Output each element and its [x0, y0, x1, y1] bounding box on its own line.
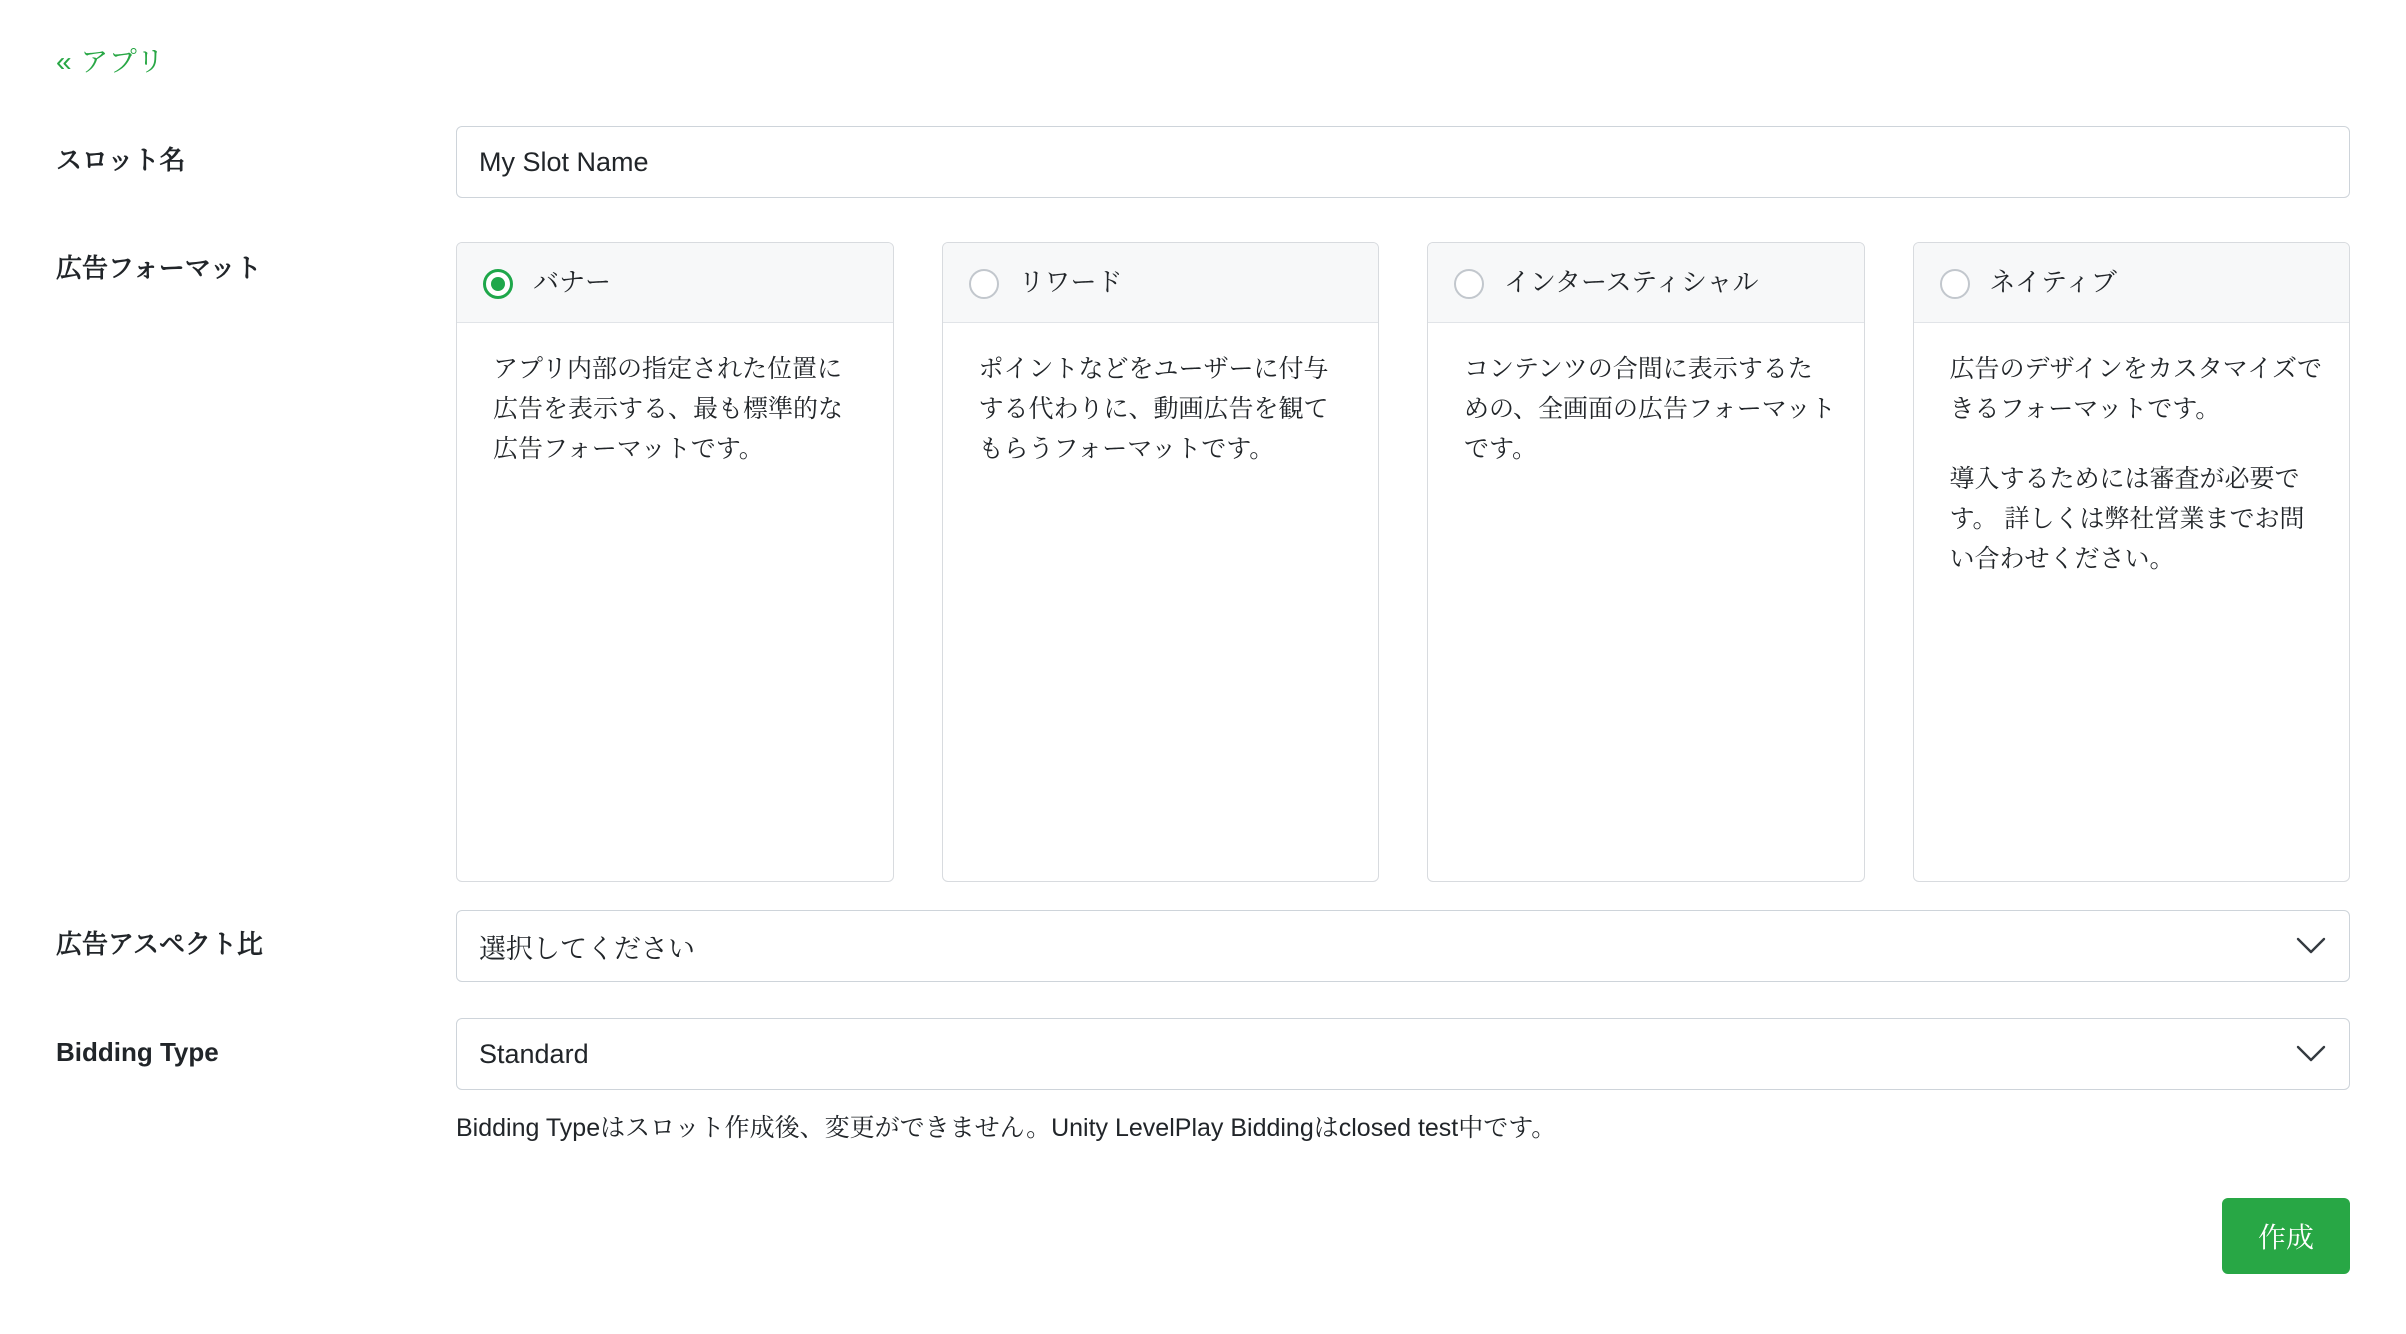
- ad-format-card-paragraph: コンテンツの合間に表示するための、全画面の広告フォーマットです。: [1464, 355, 1836, 464]
- ad-format-card-interstitial[interactable]: [1427, 242, 1865, 882]
- ad-format-label: 広告フォーマット: [56, 253, 262, 283]
- ad-format-card-body: [457, 323, 893, 495]
- ad-format-card-body: [943, 323, 1379, 495]
- radio-interstitial-icon[interactable]: [1454, 269, 1484, 299]
- slot-name-field-wrap: [456, 126, 2350, 198]
- breadcrumb-back-to-apps[interactable]: « アプリ: [56, 46, 165, 77]
- ad-format-card-body: [1428, 323, 1864, 495]
- ad-format-row: [56, 234, 2350, 882]
- bidding-type-field-wrap: [456, 1018, 2350, 1274]
- bidding-type-select-wrap: [456, 1018, 2350, 1090]
- slot-name-input[interactable]: [456, 126, 2350, 198]
- ad-format-card-body: [1914, 323, 2350, 605]
- ad-format-card-paragraph: ポイントなどをユーザーに付与する代わりに、動画広告を観てもらうフォーマットです。: [978, 355, 1329, 464]
- ad-format-card-rewarded[interactable]: [942, 242, 1380, 882]
- ad-format-card-header[interactable]: [1428, 243, 1864, 323]
- create-button[interactable]: 作成: [2222, 1198, 2350, 1274]
- ad-format-field-wrap: [456, 234, 2350, 882]
- slot-name-row: [56, 126, 2350, 198]
- aspect-ratio-select[interactable]: [456, 910, 2350, 982]
- form-actions: [456, 1198, 2350, 1274]
- ad-format-card-paragraph-secondary: 導入するためには審査が必要です。 詳しくは弊社営業までお問い合わせください。: [1949, 465, 2305, 574]
- radio-banner-icon[interactable]: [483, 269, 513, 299]
- ad-format-card-title: インタースティシャル: [1504, 267, 1759, 297]
- aspect-ratio-label: 広告アスペクト比: [56, 929, 263, 959]
- radio-rewarded-icon[interactable]: [969, 269, 999, 299]
- slot-name-label: スロット名: [56, 145, 186, 175]
- radio-native-icon[interactable]: [1940, 269, 1970, 299]
- bidding-type-label: Bidding Type: [56, 1037, 219, 1067]
- ad-format-card-banner[interactable]: [456, 242, 894, 882]
- ad-format-card-paragraph: 広告のデザインをカスタマイズできるフォーマットです。: [1949, 355, 2323, 424]
- ad-format-card-header[interactable]: [1914, 243, 2350, 323]
- bidding-type-row: [56, 1018, 2350, 1274]
- aspect-ratio-field-wrap: [456, 910, 2350, 982]
- ad-format-card-paragraph: アプリ内部の指定された位置に広告を表示する、最も標準的な広告フォーマットです。: [493, 355, 844, 464]
- ad-format-card-header[interactable]: [943, 243, 1379, 323]
- bidding-type-select[interactable]: [456, 1018, 2350, 1090]
- bidding-type-helper-text: Bidding Typeはスロット作成後、変更ができません。Unity LevelPlay Biddingはclosed test中です。: [456, 1114, 1557, 1142]
- aspect-ratio-row: [56, 910, 2350, 982]
- aspect-ratio-select-wrap: [456, 910, 2350, 982]
- ad-format-card-native[interactable]: [1913, 242, 2351, 882]
- ad-format-card-title: リワード: [1018, 267, 1123, 297]
- bidding-type-selected-value: Standard: [479, 1038, 589, 1069]
- ad-format-card-title: ネイティブ: [1989, 267, 2117, 297]
- aspect-ratio-selected-value: 選択してください: [479, 933, 695, 964]
- ad-format-card-header[interactable]: [457, 243, 893, 323]
- ad-format-card-title: バナー: [533, 267, 612, 297]
- ad-format-card-list: [456, 242, 2350, 882]
